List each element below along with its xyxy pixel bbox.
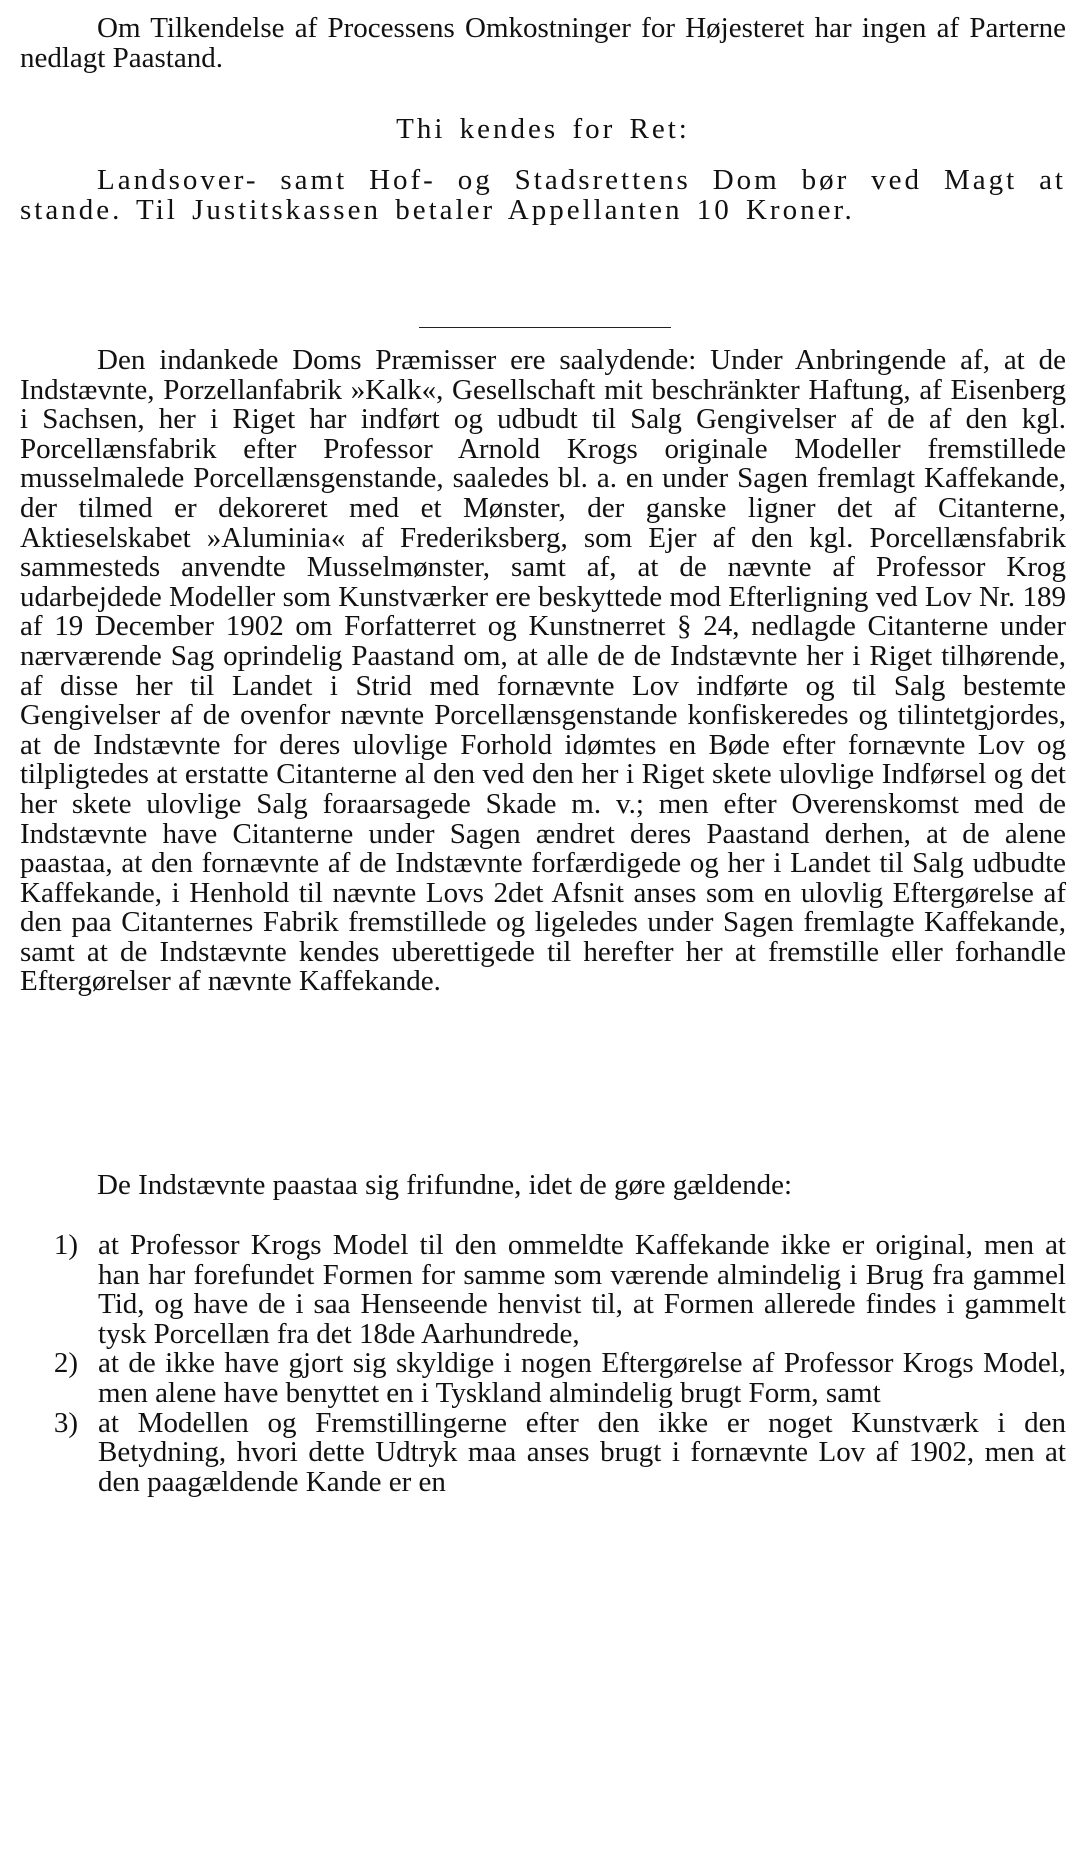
section-divider — [419, 327, 671, 328]
list-item — [20, 1406, 1066, 1498]
verdict-heading-block — [20, 114, 1066, 144]
defense-intro: De Indstævnte paastaa sig frifundne, idet de gøre gældende: — [97, 1169, 792, 1201]
verdict-text: Landsover- samt Hof- og Stadsrettens Dom bør ved Magt at stande. Til Justitskassen betaler Appellanten 10 Kroner. — [20, 164, 1066, 226]
list-item-text: at Modellen og Fremstillingerne efter den ikke er noget Kunstværk i den Betydning, hvori dette Udtryk maa anses brugt i fornævnte Lov af 1902, men at den paagældende Kande er en — [98, 1406, 1066, 1498]
verdict-heading: Thi kendes for Ret: — [396, 113, 690, 145]
list-item-number: 1) — [53, 1229, 78, 1261]
premises-block — [20, 346, 1066, 997]
list-item-text: at de ikke have gjort sig skyldige i nogen Eftergørelse af Professor Krogs Model, men alene have benyttet en i Tyskland almindelig brugt Form, samt — [98, 1347, 1066, 1409]
verdict-text-block — [20, 165, 1066, 225]
defense-list — [20, 1231, 1066, 1497]
list-item-text: at Professor Krogs Model til den ommeldte Kaffekande ikke er original, men at han har forefundet Formen for samme som værende almindelig i Brug fra gammel Tid, og have de i saa Henseende henvist til, at Formen allerede findes i gammelt tysk Porcellæn fra det 18de Aarhundrede, — [98, 1229, 1066, 1350]
top-paragraph-block — [20, 14, 1066, 73]
premises-paragraph: Den indankede Doms Præmisser ere saalydende: Under Anbringende af, at de Indstævnte, Porzellanfabrik »Kalk«, Gesellschaft mit beschränkter Haftung, af Eisenberg i Sachsen, her i Riget har indført og udbudt til Salg Gengivelser af de af den kgl. Porcellænsfabrik efter Professor Arnold Krogs originale Modeller fremstillede musselmalede Porcellænsgenstande, saaledes bl. a. en under Sagen fremlagt Kaffekande, der tilmed er dekoreret med et Mønster, der ganske ligner det af Citanterne, Aktieselskabet »Aluminia« af Frederiksberg, som Ejer af den kgl. Porcellænsfabrik sammesteds anvendte Musselmønster, samt af, at de nævnte af Professor Krog udarbejdede Modeller som Kunstværker ere beskyttede mod Efterligning ved Lov Nr. 189 af 19 December 1902 om Forfatterret og Kunstnerret § 24, nedlagde Citanterne under nærværende Sag oprindelig Paastand om, at alle de de Indstævnte her i Riget tilhørende, af disse her til Landet i Strid med fornævnte Lov indførte og til Salg bestemte Gengivelser af de ovenfor nævnte Porcellænsgenstande konfiskeredes og tilintetgjordes, at de Indstævnte for deres ulovlige Forhold idømtes en Bøde efter fornævnte Lov og tilpligtedes at erstatte Citanterne al den ved den her i Riget skete ulovlige Indførsel og det her skete ulovlige Salg foraarsagede Skade m. v.; men efter Overenskomst med de Indstævnte have Citanterne under Sagen ændret deres Paastand derhen, at de alene paastaa, at den fornævnte af de Indstævnte forfærdigede og her i Landet til Salg udbudte Kaffekande, i Henhold til nævnte Lovs 2det Afsnit anses som en ulovlig Eftergørelse af den paa Citanternes Fabrik fremstillede og ligeledes under Sagen fremlagte Kaffekande, samt at de Indstævnte kendes uberettigede til herefter her at fremstille eller forhandle Eftergørelser af nævnte Kaffekande. — [20, 344, 1066, 998]
defense-intro-block — [20, 1171, 1066, 1201]
list-item-number: 2) — [53, 1347, 78, 1380]
top-paragraph: Om Tilkendelse af Processens Omkostninger for Højesteret har ingen af Parterne nedlagt Paastand. — [20, 12, 1066, 74]
list-item-number: 3) — [53, 1406, 78, 1439]
list-item — [20, 1349, 1066, 1408]
list-item — [20, 1231, 1066, 1349]
